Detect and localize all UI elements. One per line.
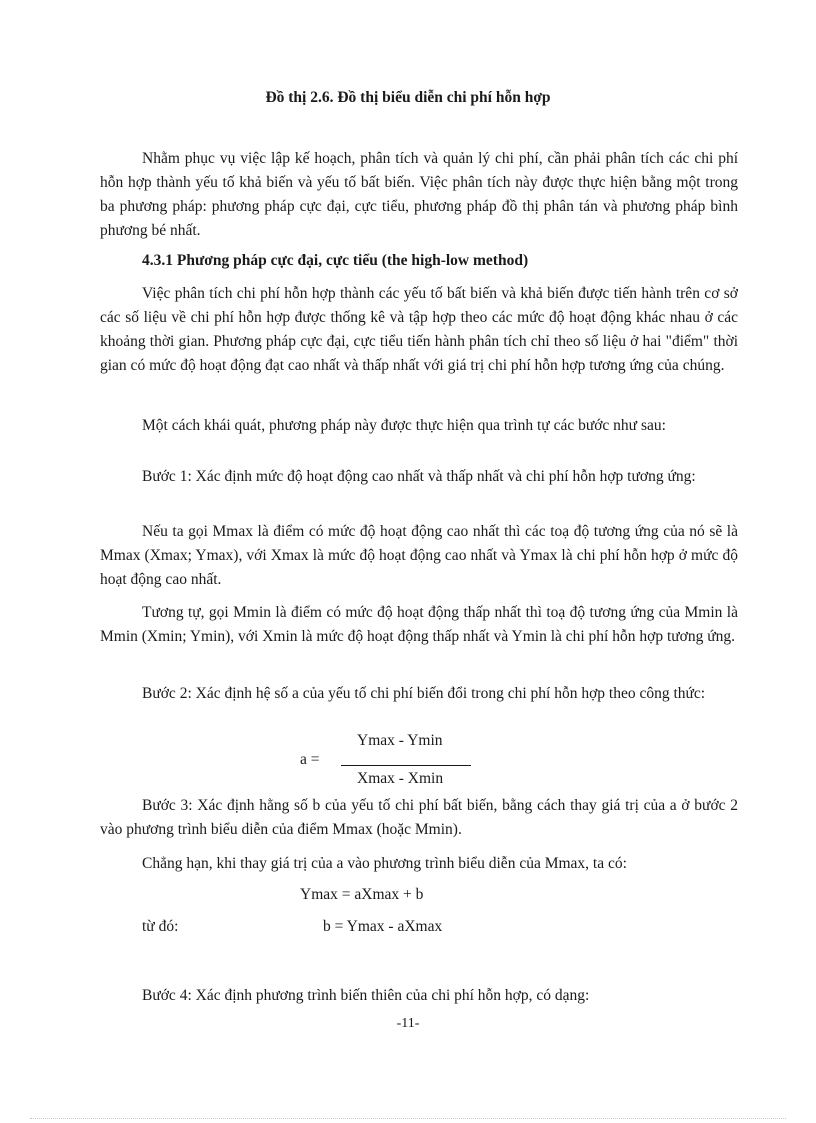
- paragraph-mmin: Tương tự, gọi Mmin là điểm có mức độ hoạt động thấp nhất thì toạ độ tương ứng của Mmin là Mmin (Xmin; Ymin), với Xmin là mức độ hoạt động thấp nhất và Ymin là chi phí hỗn hợp tương ứng.: [100, 604, 738, 645]
- fraction-bar: [341, 765, 471, 766]
- paragraph-high-low-intro: Việc phân tích chi phí hỗn hợp thành các yếu tố bất biến và khả biến được tiến hành trên cơ sở các số liệu về chi phí hỗn hợp được thống kê và tập hợp theo các mức độ hoạt động khác nhau ở các khoảng thời gian. Phương pháp cực đại, cực tiểu tiến hành phân tích chỉ theo số liệu ở hai "điểm" thời gian có mức độ hoạt động đạt cao nhất và thấp nhất với giá trị chi phí hỗn hợp tương ứng của chúng.: [100, 285, 738, 374]
- paragraph-step-4: Bước 4: Xác định phương trình biến thiên của chi phí hỗn hợp, có dạng:: [142, 987, 590, 1004]
- figure-title: Đồ thị 2.6. Đồ thị biểu diễn chi phí hỗn hợp: [265, 89, 551, 106]
- page-number: -11-: [396, 1016, 420, 1031]
- formula-a-denominator: Xmax - Xmin: [357, 770, 444, 787]
- formula-a-numerator: Ymax - Ymin: [357, 732, 443, 749]
- formula-a-label: a =: [300, 751, 320, 768]
- intro-paragraph: Nhằm phục vụ việc lập kế hoạch, phân tích và quản lý chi phí, cần phải phân tích các chi phí hỗn hợp thành yếu tố khả biến và yếu tố bất biến. Việc phân tích này được thực hiện bằng một trong ba phương pháp: phương pháp cực đại, cực tiểu, phương pháp đồ thị phân tán và phương pháp bình phương bé nhất.: [100, 150, 738, 239]
- page-bottom-border: [30, 1118, 786, 1119]
- equation-b: b = Ymax - aXmax: [323, 918, 443, 935]
- paragraph-example: Chẳng hạn, khi thay giá trị của a vào phương trình biểu diễn của Mmax, ta có:: [142, 855, 627, 872]
- paragraph-step-2: Bước 2: Xác định hệ số a của yếu tố chi phí biến đổi trong chi phí hỗn hợp theo công thức:: [142, 685, 706, 702]
- paragraph-mmax: Nếu ta gọi Mmax là điểm có mức độ hoạt động cao nhất thì các toạ độ tương ứng của nó sẽ là Mmax (Xmax; Ymax), với Xmax là mức độ hoạt động cao nhất và Ymax là chi phí hỗn hợp ở mức độ hoạt động cao nhất.: [100, 523, 738, 588]
- equation-b-prefix: từ đó:: [142, 918, 179, 935]
- paragraph-overview: Một cách khái quát, phương pháp này được thực hiện qua trình tự các bước như sau:: [142, 417, 666, 434]
- equation-ymax: Ymax = aXmax + b: [300, 886, 424, 903]
- paragraph-step-1: Bước 1: Xác định mức độ hoạt động cao nhất và thấp nhất và chi phí hỗn hợp tương ứng:: [142, 468, 696, 485]
- paragraph-step-3: Bước 3: Xác định hằng số b của yếu tố chi phí bất biến, bằng cách thay giá trị của a ở bước 2 vào phương trình biểu diễn của điểm Mmax (hoặc Mmin).: [100, 797, 738, 838]
- section-heading: 4.3.1 Phương pháp cực đại, cực tiểu (the high-low method): [142, 252, 529, 269]
